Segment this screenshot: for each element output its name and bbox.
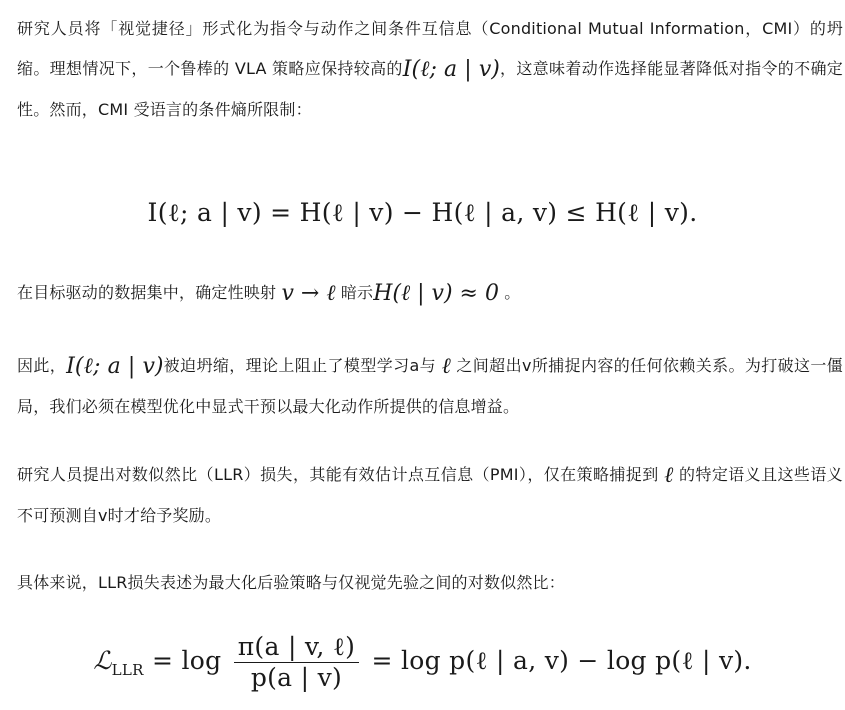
paragraph-text: 在目标驱动的数据集中，确定性映射 <box>17 283 277 302</box>
equation-llr-loss <box>0 632 845 693</box>
paragraph-text: 研究人员提出对数似然比（LLR）损失，其能有效估计点互信息（PMI），仅在策略捕捉到 <box>17 465 659 484</box>
equation-cmi-bound: I(ℓ; a | v) = H(ℓ | v) − H(ℓ | a, v) ≤ H(ℓ | v). <box>147 198 698 227</box>
inline-math-mapping: v → ℓ <box>281 281 336 306</box>
equation-rhs: = log p(ℓ | a, v) − log p(ℓ | v). <box>363 646 752 675</box>
paragraph-text: 研究人员将「视觉捷径」形式化为指令与动作之间条件互信息（Conditional Mutual Information，CMI）的坍缩。理想情况下，一个鲁棒的 VLA 策略应保持较高的 <box>17 19 843 78</box>
equation-operator: = log <box>143 646 230 675</box>
inline-math-entropy-zero: H(ℓ | v) ≈ 0 <box>373 281 499 306</box>
inline-math-cmi: I(ℓ; a | v) <box>66 354 164 379</box>
paragraph-text: 具体来说，LLR损失表述为最大化后验策略与仅视觉先验之间的对数似然比： <box>17 573 565 592</box>
paragraph-collapse <box>17 346 843 427</box>
paragraph-text: 暗示 <box>340 283 374 302</box>
paragraph-text: 被迫坍缩，理论上阻止了模型学习a与 <box>163 356 437 375</box>
paragraph-text: 之间超出v所捕捉内容的任何依赖关系。为打破这一僵局，我们必须在模型优化中显式干预以最大化动作所提供的信息增益。 <box>17 356 843 416</box>
paragraph-text: ，这意味着动作选择能显著降低对指令的不确定性。然而，CMI 受语言的条件熵所限制： <box>17 59 844 119</box>
paragraph-text: 因此， <box>17 356 67 375</box>
equation-lhs-subscript: LLR <box>111 661 144 679</box>
fraction-numerator: π(a | v, ℓ) <box>234 632 360 663</box>
paragraph-llr-proposal <box>17 455 843 536</box>
paragraph-text: 的特定语义且这些语义不可预测自v时才给予奖励。 <box>17 465 843 525</box>
equation-fraction <box>234 632 360 693</box>
paragraph-llr-formulation <box>17 563 843 603</box>
paragraph-cmi-definition <box>17 9 843 130</box>
fraction-denominator: p(a | v) <box>250 663 343 692</box>
inline-math-ell: ℓ <box>441 354 451 379</box>
inline-math-cmi: I(ℓ; a | v) <box>402 57 500 82</box>
inline-math-ell: ℓ <box>664 463 674 488</box>
paragraph-deterministic-mapping <box>17 273 843 314</box>
equation-lhs: ℒ <box>93 646 112 675</box>
paragraph-text: 。 <box>504 283 521 302</box>
